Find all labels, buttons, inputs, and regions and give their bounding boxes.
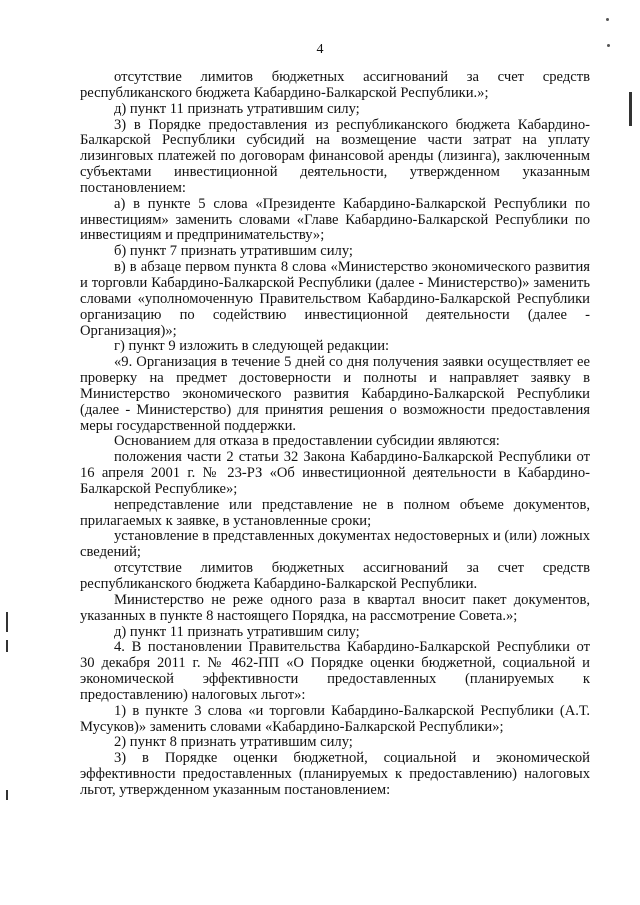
- paragraph: д) пункт 11 признать утратившим силу;: [114, 623, 360, 640]
- paragraph: «9. Организация в течение 5 дней со дня получения заявки осуществляет ее проверку на предмет достоверности и полноты и направляет заявку в Министерство экономического развития Кабардино-Балкарской Республики (далее - Министерство) для принятия решения о возможности предоставления меры государственной поддержки.: [80, 354, 590, 434]
- page-number: 4: [316, 42, 324, 57]
- paragraph: отсутствие лимитов бюджетных ассигнований за счет средств республиканского бюджета Кабардино-Балкарской Республики.: [80, 560, 590, 592]
- scan-dot-right-top: [606, 18, 609, 21]
- paragraph: а) в пункте 5 слова «Президенте Кабардино-Балкарской Республики по инвестициям» заменить словами «Главе Кабардино-Балкарской Республики по инвестициям и предпринимательству»;: [80, 195, 590, 244]
- paragraph: Министерство не реже одного раза в квартал вносит пакет документов, указанных в пункте 8 настоящего Порядка, на рассмотрение Совета.»;: [80, 591, 590, 624]
- paragraph: д) пункт 11 признать утратившим силу;: [114, 100, 360, 117]
- paragraph: 4. В постановлении Правительства Кабардино-Балкарской Республики от 30 декабря 2011 г. № 462-ПП «О Порядке оценки бюджетной, социальной и экономической эффективности предоставленных (планируемых к предоставлению) налоговых льгот»:: [80, 639, 590, 703]
- paragraph: в) в абзаце первом пункта 8 слова «Министерство экономического развития и торговли Кабардино-Балкарской Республики (далее - Министерство)» заменить словами «уполномоченную Правительством Кабардино-Балкарской Республики организацию по содействию инвестиционной деятельности (далее - Организация)»;: [80, 259, 590, 339]
- paragraph: Основанием для отказа в предоставлении субсидии являются:: [114, 433, 500, 450]
- paragraph: 1) в пункте 3 слова «и торговли Кабардино-Балкарской Республики (А.Т. Мусуков)» заменить словами «Кабардино-Балкарской Республики»;: [80, 702, 590, 735]
- paragraph: г) пункт 9 изложить в следующей редакции:: [114, 338, 390, 355]
- paragraph: положения части 2 статьи 32 Закона Кабардино-Балкарской Республики от 16 апреля 2001 г. № 23-РЗ «Об инвестиционной деятельности в Кабардино-Балкарской Республике»;: [80, 449, 590, 497]
- scan-mark-left: [6, 612, 8, 632]
- paragraph: непредставление или представление не в полном объеме документов, прилагаемых к заявке, в установленные сроки;: [80, 496, 590, 529]
- scan-mark-left-3: [6, 790, 8, 800]
- paragraph: отсутствие лимитов бюджетных ассигнований за счет средств республиканского бюджета Кабардино-Балкарской Республики.»;: [80, 69, 590, 101]
- paragraph: 3) в Порядке предоставления из республиканского бюджета Кабардино-Балкарской Республики субсидий на возмещение части затрат на уплату лизинговых платежей по договорам финансовой аренды (лизинга), заключенным субъектами инвестиционной деятельности, утвержденном указанным постановлением:: [80, 116, 590, 196]
- scan-mark-left-2: [6, 640, 8, 652]
- paragraph: установление в представленных документах недостоверных и (или) ложных сведений;: [80, 528, 590, 561]
- scan-dot-right-mid: [607, 44, 610, 47]
- scan-mark-right: [629, 92, 632, 126]
- document-body: [80, 70, 590, 799]
- paragraph: 3) в Порядке оценки бюджетной, социальной и экономической эффективности предоставленных (планируемых к предоставлению) налоговых льгот, утвержденном указанным постановлением:: [80, 750, 590, 798]
- paragraph: б) пункт 7 признать утратившим силу;: [114, 243, 353, 260]
- paragraph: 2) пункт 8 признать утратившим силу;: [114, 734, 353, 751]
